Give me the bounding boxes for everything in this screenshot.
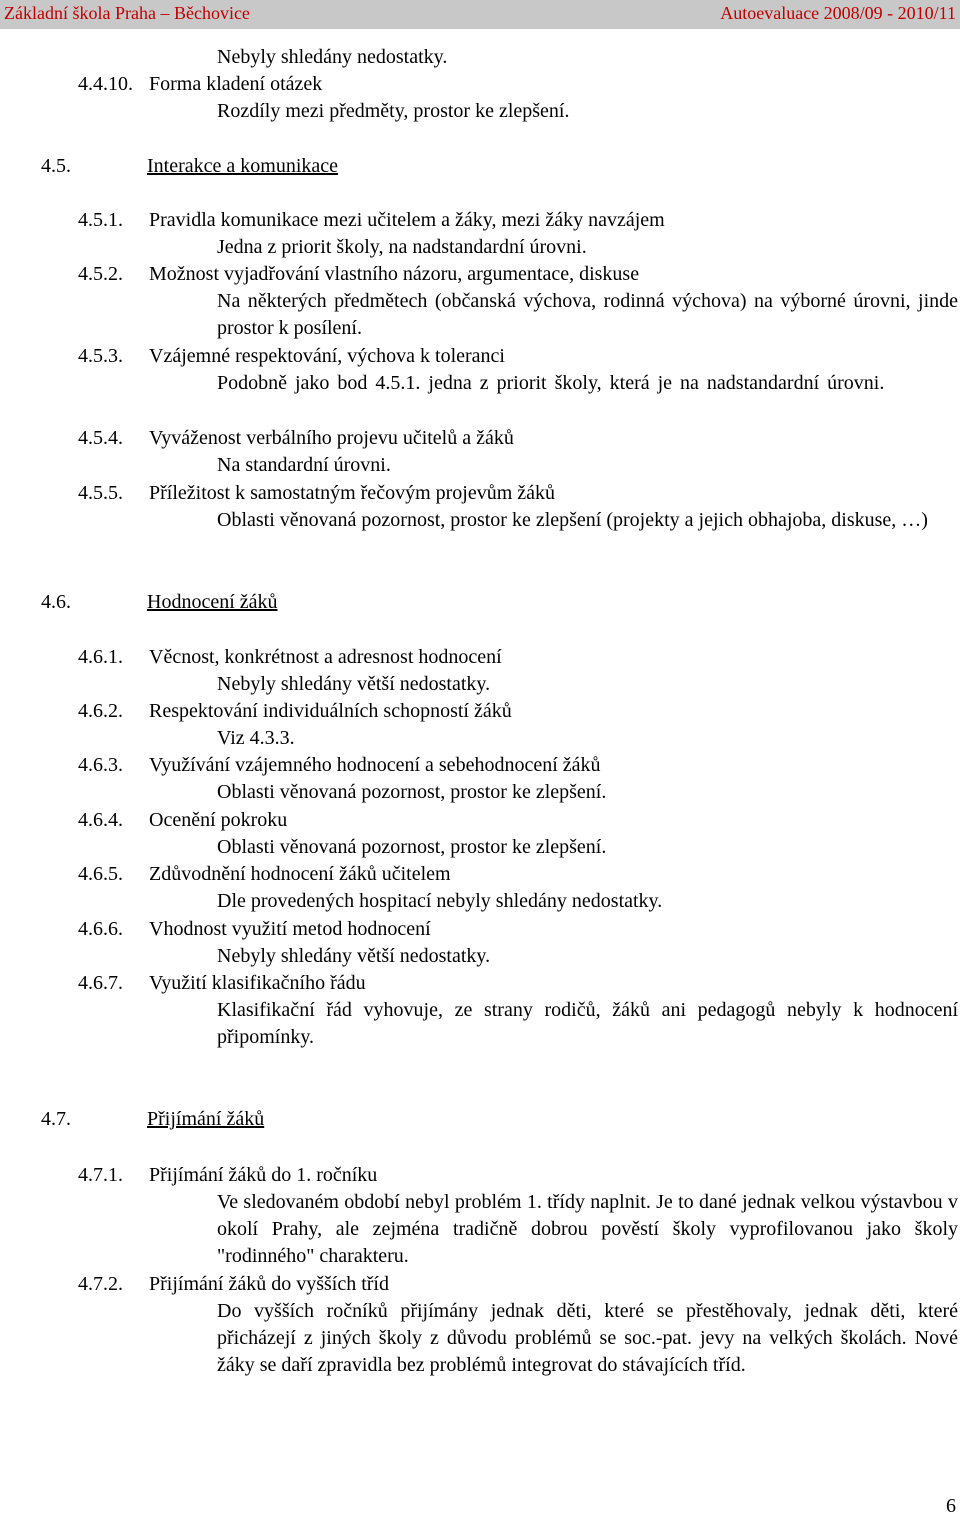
item-title-4-6-1: Věcnost, konkrétnost a adresnost hodnocení	[149, 646, 502, 668]
item-text-4-5-3: Podobně jako bod 4.5.1. jedna z priorit školy, která je na nadstandardní úrovni.	[217, 372, 885, 394]
item-number-4-6-7: 4.6.7.	[78, 972, 123, 994]
item-text-4-5-2: Na některých předmětech (občanská výchova, rodinná výchova) na výborné úrovni, jinde prostor k posílení.	[217, 290, 958, 340]
item-text-4-6-4: Oblasti věnovaná pozornost, prostor ke zlepšení.	[217, 836, 607, 858]
section-number-4-5: 4.5.	[41, 155, 71, 177]
item-number-4-5-1: 4.5.1.	[78, 209, 123, 231]
item-number-4-7-1: 4.7.1.	[78, 1164, 123, 1186]
item-title-4-4-10: Forma kladení otázek	[149, 73, 323, 95]
item-number-4-5-3: 4.5.3.	[78, 345, 123, 367]
item-title-4-6-5: Zdůvodnění hodnocení žáků učitelem	[149, 863, 451, 885]
item-text-4-6-5: Dle provedených hospitací nebyly shledány nedostatky.	[217, 890, 663, 912]
item-title-4-6-6: Vhodnost využití metod hodnocení	[149, 918, 431, 940]
item-title-4-6-4: Ocenění pokroku	[149, 809, 288, 831]
section-title-4-6: Hodnocení žáků	[147, 591, 278, 613]
page-number: 6	[946, 1495, 956, 1517]
item-title-4-5-3: Vzájemné respektování, výchova k toleranci	[149, 345, 505, 367]
item-title-4-5-1: Pravidla komunikace mezi učitelem a žáky, mezi žáky navzájem	[149, 209, 665, 231]
intro-text: Nebyly shledány nedostatky.	[217, 46, 448, 68]
item-title-4-7-1: Přijímání žáků do 1. ročníku	[149, 1164, 378, 1186]
section-title-4-7: Přijímání žáků	[147, 1108, 265, 1130]
header-report-title: Autoevaluace 2008/09 - 2010/11	[720, 3, 956, 23]
item-number-4-4-10: 4.4.10.	[78, 73, 133, 95]
header-school-name: Základní škola Praha – Běchovice	[4, 3, 250, 23]
item-number-4-6-3: 4.6.3.	[78, 754, 123, 776]
section-title-4-5: Interakce a komunikace	[147, 155, 339, 177]
item-number-4-5-2: 4.5.2.	[78, 263, 123, 285]
item-number-4-7-2: 4.7.2.	[78, 1273, 123, 1295]
item-number-4-5-4: 4.5.4.	[78, 427, 123, 449]
item-title-4-6-2: Respektování individuálních schopností žáků	[149, 700, 512, 722]
item-text-4-6-1: Nebyly shledány větší nedostatky.	[217, 673, 491, 695]
item-number-4-6-5: 4.6.5.	[78, 863, 123, 885]
item-text-4-7-1: Ve sledovaném období nebyl problém 1. třídy naplnit. Je to dané jednak velkou výstavbou v okolí Prahy, ale zejména tradičně dobrou pověstí školy vyprofilovanou jako školy "rodinného" charakteru.	[217, 1191, 958, 1268]
item-text-4-6-3: Oblasti věnovaná pozornost, prostor ke zlepšení.	[217, 781, 607, 803]
item-title-4-5-5: Příležitost k samostatným řečovým projevům žáků	[149, 482, 556, 504]
item-number-4-6-1: 4.6.1.	[78, 646, 123, 668]
item-text-4-6-7: Klasifikační řád vyhovuje, ze strany rodičů, žáků ani pedagogů nebyly k hodnocení připomínky.	[217, 999, 958, 1049]
item-title-4-5-4: Vyváženost verbálního projevu učitelů a žáků	[149, 427, 514, 449]
section-number-4-6: 4.6.	[41, 591, 71, 613]
item-number-4-6-4: 4.6.4.	[78, 809, 123, 831]
item-text-4-5-1: Jedna z priorit školy, na nadstandardní úrovni.	[217, 236, 587, 258]
item-text-4-5-4: Na standardní úrovni.	[217, 454, 391, 476]
item-number-4-6-6: 4.6.6.	[78, 918, 123, 940]
item-text-4-4-10: Rozdíly mezi předměty, prostor ke zlepšení.	[217, 100, 570, 122]
item-title-4-6-3: Využívání vzájemného hodnocení a sebehodnocení žáků	[149, 754, 601, 776]
section-number-4-7: 4.7.	[41, 1108, 71, 1130]
item-number-4-5-5: 4.5.5.	[78, 482, 123, 504]
item-text-4-7-2: Do vyšších ročníků přijímány jednak děti, které se přestěhovaly, jednak děti, které přicházejí z jiných školy z důvodu problémů se soc.-pat. jevy na velkých školách. Nové žáky se daří zpravidla bez problémů integrovat do stávajících tříd.	[217, 1300, 958, 1377]
item-text-4-6-2: Viz 4.3.3.	[217, 727, 295, 749]
item-title-4-5-2: Možnost vyjadřování vlastního názoru, argumentace, diskuse	[149, 263, 640, 285]
item-title-4-6-7: Využití klasifikačního řádu	[149, 972, 366, 994]
item-text-4-5-5: Oblasti věnovaná pozornost, prostor ke zlepšení (projekty a jejich obhajoba, diskuse, …)	[217, 509, 928, 531]
item-text-4-6-6: Nebyly shledány větší nedostatky.	[217, 945, 491, 967]
item-title-4-7-2: Přijímání žáků do vyšších tříd	[149, 1273, 389, 1295]
item-number-4-6-2: 4.6.2.	[78, 700, 123, 722]
